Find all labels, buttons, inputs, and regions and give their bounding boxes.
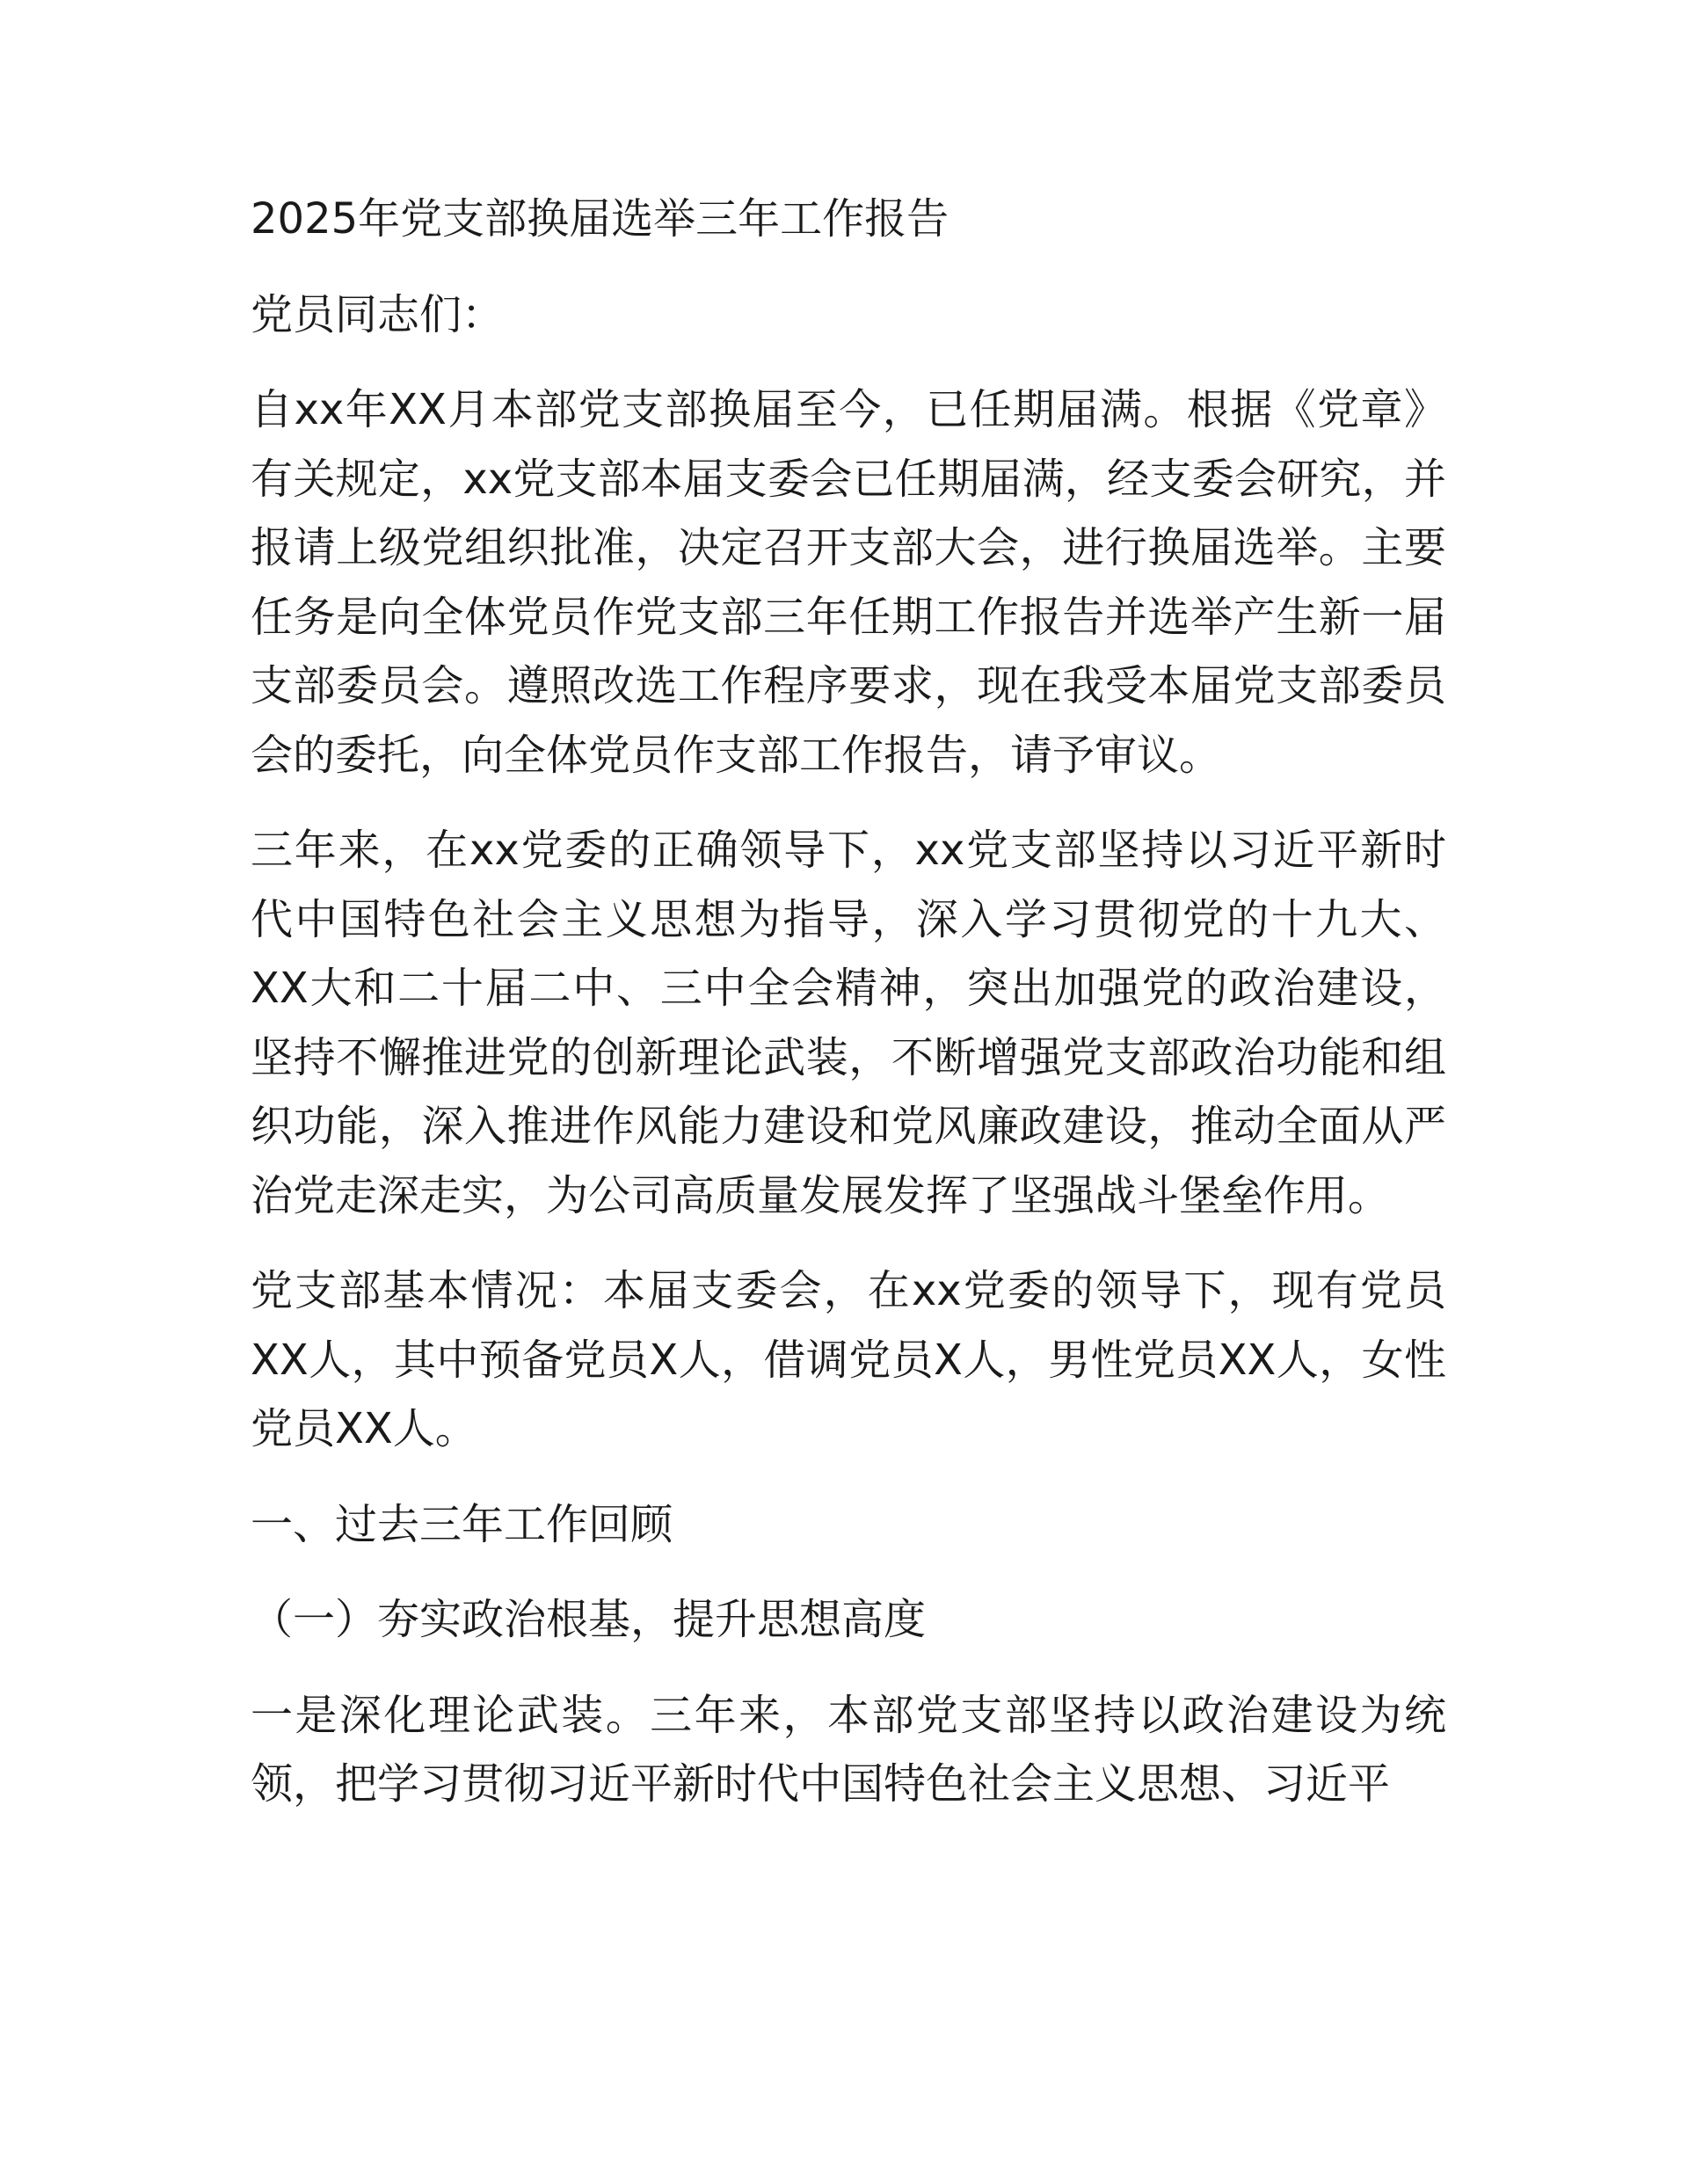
section-heading: 一、过去三年工作回顾 — [251, 1499, 673, 1549]
salutation: 党员同志们： — [251, 289, 505, 339]
subsection-heading: （一）夯实政治根基，提升思想高度 — [251, 1595, 927, 1644]
paragraph-term-expiry: 自xx年XX月本部党支部换届至今，已任期届满。根据《党章》有关规定，xx党支部本届支委会已任期届满，经支委会研究，并报请上级党组织批准，决定召开支部大会，进行换届选举。主要任务是向全体党员作党支部三年任期工作报告并选举产生新一届支部委员会。遵照改选工作程序要求，现在我受本届党支部委员会的委托，向全体党员作支部工作报告，请予审议。 — [251, 385, 1446, 780]
document-body — [251, 185, 1446, 1845]
document-title: 2025年党支部换届选举三年工作报告 — [251, 194, 950, 244]
paragraph-branch-overview: 党支部基本情况：本届支委会，在xx党委的领导下，现有党员XX人，其中预备党员X人，借调党员X人，男性党员XX人，女性党员XX人。 — [251, 1266, 1446, 1453]
paragraph-theory-study: 一是深化理论武装。三年来，本部党支部坚持以政治建设为统领，把学习贯彻习近平新时代中国特色社会主义思想、习近平 — [251, 1690, 1446, 1809]
paragraph-three-year-summary: 三年来，在xx党委的正确领导下，xx党支部坚持以习近平新时代中国特色社会主义思想为指导，深入学习贯彻党的十九大、XX大和二十届二中、三中全会精神，突出加强党的政治建设，坚持不懈推进党的创新理论武装，不断增强党支部政治功能和组织功能，深入推进作风能力建设和党风廉政建设，推动全面从严治党走深走实，为公司高质量发展发挥了坚强战斗堡垒作用。 — [251, 826, 1446, 1220]
